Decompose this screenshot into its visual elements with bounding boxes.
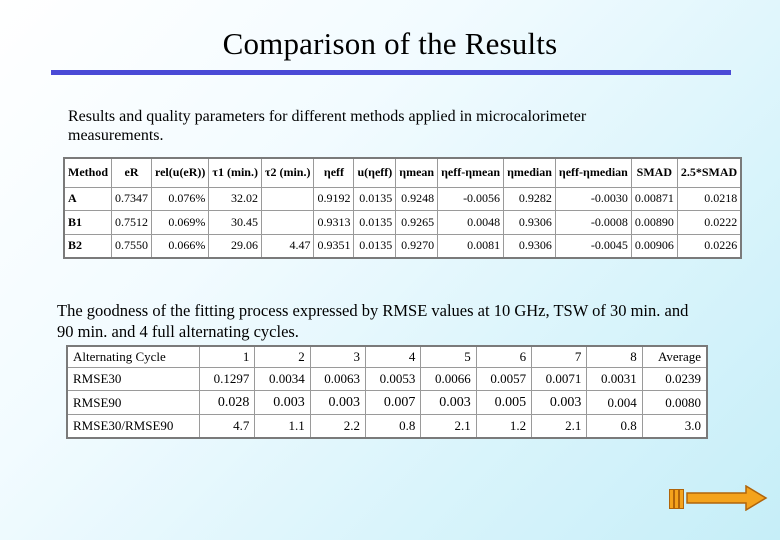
value-cell: 0.005 <box>476 391 531 414</box>
average-cell: 3.0 <box>642 414 707 438</box>
value-cell: 2.2 <box>310 414 365 438</box>
value-cell: 0.007 <box>366 391 421 414</box>
smad-cell: 0.00890 <box>631 211 677 234</box>
median-cell: 0.9306 <box>504 211 556 234</box>
value-cell: 2.1 <box>532 414 587 438</box>
eff-median-cell: -0.0008 <box>555 211 631 234</box>
eff-cell: 0.9192 <box>314 187 354 210</box>
er-cell: 0.7347 <box>112 187 152 210</box>
table-row <box>67 414 707 438</box>
average-cell: 0.0239 <box>642 368 707 391</box>
title-underline <box>51 70 731 75</box>
slide-title: Comparison of the Results <box>222 26 558 61</box>
tau2-cell <box>261 187 314 210</box>
method-cell: B1 <box>64 211 112 234</box>
rel-cell: 0.076% <box>152 187 209 210</box>
method-cell: A <box>64 187 112 210</box>
results-header-row <box>64 158 741 187</box>
col-cycle-2: 2 <box>255 346 310 368</box>
col-median: ηmedian <box>504 158 556 187</box>
tau1-cell: 30.45 <box>209 211 262 234</box>
col-eff: ηeff <box>314 158 354 187</box>
value-cell: 0.0071 <box>532 368 587 391</box>
value-cell: 0.003 <box>255 391 310 414</box>
col-cycle-5: 5 <box>421 346 476 368</box>
er-cell: 0.7550 <box>112 234 152 258</box>
table-row <box>67 391 707 414</box>
col-cycle-8: 8 <box>587 346 642 368</box>
eff-cell: 0.9313 <box>314 211 354 234</box>
value-cell: 0.0053 <box>366 368 421 391</box>
rel-cell: 0.069% <box>152 211 209 234</box>
table-row <box>64 211 741 234</box>
rel-cell: 0.066% <box>152 234 209 258</box>
col-eff-mean: ηeff-ηmean <box>438 158 504 187</box>
smad25-cell: 0.0222 <box>677 211 741 234</box>
col-method: Method <box>64 158 112 187</box>
eff-median-cell: -0.0030 <box>555 187 631 210</box>
row-label: RMSE30 <box>67 368 200 391</box>
right-arrow-icon[interactable] <box>686 485 768 511</box>
value-cell: 4.7 <box>200 414 255 438</box>
col-cycle-6: 6 <box>476 346 531 368</box>
col-eff-median: ηeff-ηmedian <box>555 158 631 187</box>
eff-mean-cell: -0.0056 <box>438 187 504 210</box>
average-cell: 0.0080 <box>642 391 707 414</box>
col-smad25: 2.5*SMAD <box>677 158 741 187</box>
smad25-cell: 0.0218 <box>677 187 741 210</box>
method-cell: B2 <box>64 234 112 258</box>
value-cell: 0.1297 <box>200 368 255 391</box>
smad-cell: 0.00906 <box>631 234 677 258</box>
eff-mean-cell: 0.0048 <box>438 211 504 234</box>
results-table <box>63 157 742 259</box>
ueff-cell: 0.0135 <box>354 187 396 210</box>
col-ueff: u(ηeff) <box>354 158 396 187</box>
col-smad: SMAD <box>631 158 677 187</box>
ueff-cell: 0.0135 <box>354 234 396 258</box>
col-rel: rel(u(eR)) <box>152 158 209 187</box>
table-row <box>67 368 707 391</box>
col-tau2: τ2 (min.) <box>261 158 314 187</box>
col-cycle-4: 4 <box>366 346 421 368</box>
value-cell: 0.8 <box>587 414 642 438</box>
table1-caption: Results and quality parameters for different methods applied in microcalorimeter measurements. <box>68 108 587 144</box>
ueff-cell: 0.0135 <box>354 211 396 234</box>
tau2-cell: 4.47 <box>261 234 314 258</box>
col-tau1: τ1 (min.) <box>209 158 262 187</box>
tau1-cell: 32.02 <box>209 187 262 210</box>
col-mean: ηmean <box>396 158 438 187</box>
row-label: RMSE90 <box>67 391 200 414</box>
rmse-header-row <box>67 346 707 368</box>
tau2-cell <box>261 211 314 234</box>
value-cell: 0.003 <box>310 391 365 414</box>
smad25-cell: 0.0226 <box>677 234 741 258</box>
mean-cell: 0.9270 <box>396 234 438 258</box>
value-cell: 0.028 <box>200 391 255 414</box>
eff-median-cell: -0.0045 <box>555 234 631 258</box>
table2-caption: The goodness of the fitting process expressed by RMSE values at 10 GHz, TSW of 30 min. and 90 min. and 4 full alternating cycles. <box>57 301 689 341</box>
value-cell: 0.8 <box>366 414 421 438</box>
median-cell: 0.9306 <box>504 234 556 258</box>
value-cell: 0.003 <box>532 391 587 414</box>
value-cell: 2.1 <box>421 414 476 438</box>
value-cell: 0.003 <box>421 391 476 414</box>
eff-mean-cell: 0.0081 <box>438 234 504 258</box>
value-cell: 1.1 <box>255 414 310 438</box>
col-cycle-1: 1 <box>200 346 255 368</box>
row-label: RMSE30/RMSE90 <box>67 414 200 438</box>
col-cycle: Alternating Cycle <box>67 346 200 368</box>
table-row <box>64 234 741 258</box>
value-cell: 0.004 <box>587 391 642 414</box>
col-er: eR <box>112 158 152 187</box>
value-cell: 0.0034 <box>255 368 310 391</box>
col-average: Average <box>642 346 707 368</box>
mean-cell: 0.9248 <box>396 187 438 210</box>
smad-cell: 0.00871 <box>631 187 677 210</box>
table-row <box>64 187 741 210</box>
value-cell: 0.0057 <box>476 368 531 391</box>
col-cycle-3: 3 <box>310 346 365 368</box>
tau1-cell: 29.06 <box>209 234 262 258</box>
er-cell: 0.7512 <box>112 211 152 234</box>
rmse-table <box>66 345 708 439</box>
value-cell: 0.0031 <box>587 368 642 391</box>
value-cell: 1.2 <box>476 414 531 438</box>
value-cell: 0.0066 <box>421 368 476 391</box>
value-cell: 0.0063 <box>310 368 365 391</box>
median-cell: 0.9282 <box>504 187 556 210</box>
col-cycle-7: 7 <box>532 346 587 368</box>
eff-cell: 0.9351 <box>314 234 354 258</box>
mean-cell: 0.9265 <box>396 211 438 234</box>
